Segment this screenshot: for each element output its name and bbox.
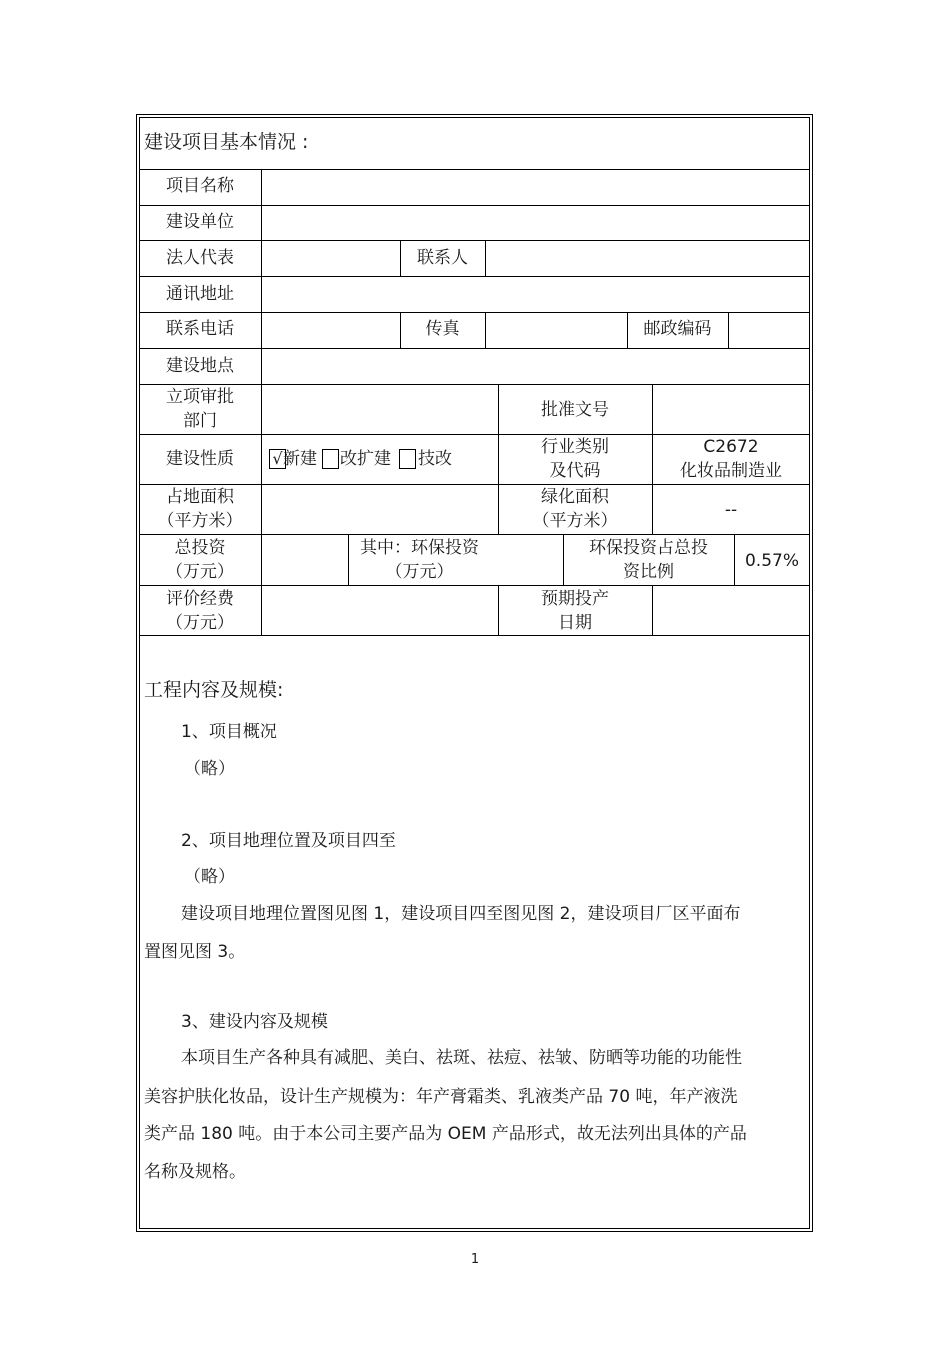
land-area-label-2: （平方米） <box>157 511 243 531</box>
approval-dept-label: 立项审批 <box>166 387 234 407</box>
land-area-label: 占地面积 <box>166 487 234 507</box>
env-invest-label-2: （万元） <box>385 562 454 582</box>
total-invest-label-2: （万元） <box>166 562 234 582</box>
row-divider <box>139 240 810 241</box>
industry-code-value: C2672 <box>703 437 759 457</box>
section-2-title: 2、项目地理位置及项目四至 <box>181 831 396 851</box>
phone-label: 联系电话 <box>166 319 234 339</box>
row-divider <box>139 534 810 535</box>
construction-unit-label: 建设单位 <box>166 212 234 232</box>
section-2-body: （略） <box>184 867 235 887</box>
row-divider <box>139 276 810 277</box>
expand-checkbox[interactable] <box>322 449 339 469</box>
col-divider <box>261 169 262 635</box>
green-area-label: 绿化面积 <box>541 487 609 507</box>
tech-reform-label: 技改 <box>418 449 452 469</box>
section-3-title: 3、建设内容及规模 <box>181 1012 328 1032</box>
section-3-text-line-4: 名称及规格。 <box>144 1162 246 1182</box>
section-1-title: 1、项目概况 <box>181 722 277 742</box>
green-area-value: -- <box>724 500 738 520</box>
row-divider <box>139 205 810 206</box>
section-3-text-line-3: 类产品 180 吨。由于本公司主要产品为 OEM 产品形式，故无法列出具体的产品 <box>144 1124 747 1144</box>
section-2-text-line-1: 建设项目地理位置图见图 1，建设项目四至图见图 2，建设项目厂区平面布 <box>181 904 741 924</box>
col-divider <box>728 312 729 348</box>
env-invest-label: 其中：环保投资 <box>360 538 479 558</box>
expand-label: 改扩建 <box>340 449 391 469</box>
contact-person-label: 联系人 <box>417 248 468 268</box>
approval-no-label: 批准文号 <box>541 400 609 420</box>
project-name-label: 项目名称 <box>166 176 234 196</box>
section-3-text-line-2: 美容护肤化妆品，设计生产规模为：年产膏霜类、乳液类产品 70 吨，年产液洗 <box>144 1087 738 1107</box>
address-label: 通讯地址 <box>166 284 234 304</box>
new-build-checkbox[interactable]: √ <box>269 449 286 469</box>
postcode-label: 邮政编码 <box>643 319 712 339</box>
row-divider <box>139 348 810 349</box>
fax-label: 传真 <box>425 319 460 339</box>
row-divider <box>139 585 810 586</box>
row-divider <box>139 169 810 170</box>
green-area-label-2: （平方米） <box>532 511 618 531</box>
nature-label: 建设性质 <box>166 449 234 469</box>
page-number: 1 <box>470 1252 480 1267</box>
col-divider <box>652 585 653 635</box>
legal-rep-label: 法人代表 <box>166 248 234 268</box>
env-ratio-label-2: 资比例 <box>623 562 674 582</box>
tech-reform-checkbox[interactable] <box>399 449 416 469</box>
approval-dept-label-2: 部门 <box>183 411 217 431</box>
industry-label-2: 及代码 <box>549 461 601 481</box>
total-invest-label: 总投资 <box>174 538 226 558</box>
scope-heading: 工程内容及规模: <box>144 679 284 701</box>
env-ratio-label: 环保投资占总投 <box>589 538 708 558</box>
start-date-label-2: 日期 <box>558 613 592 633</box>
env-ratio-value: 0.57% <box>744 551 799 571</box>
section-1-body: （略） <box>184 759 235 779</box>
row-divider <box>139 635 810 636</box>
industry-name-value: 化妆品制造业 <box>680 461 782 481</box>
row-divider <box>139 312 810 313</box>
location-label: 建设地点 <box>166 356 234 376</box>
eval-fee-label-2: （万元） <box>166 613 234 633</box>
industry-label: 行业类别 <box>541 437 609 457</box>
section-2-text-line-2: 置图见图 3。 <box>144 942 246 962</box>
eval-fee-label: 评价经费 <box>166 589 234 609</box>
col-divider <box>485 312 486 348</box>
section-3-text-line-1: 本项目生产各种具有减肥、美白、祛斑、祛痘、祛皱、防晒等功能的功能性 <box>181 1048 742 1068</box>
new-build-label: 新建 <box>283 449 317 469</box>
form-title: 建设项目基本情况 : <box>144 131 309 153</box>
start-date-label: 预期投产 <box>541 589 609 609</box>
col-divider <box>485 240 486 276</box>
